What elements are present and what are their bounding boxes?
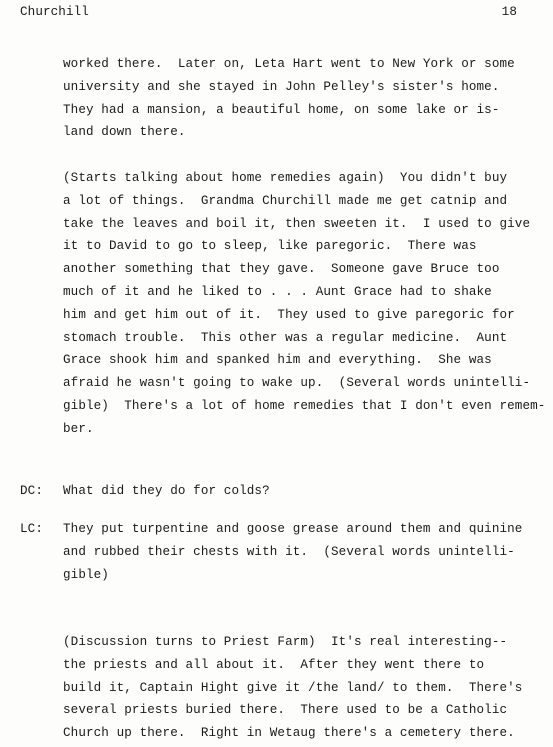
transcript-line: much of it and he liked to . . . Aunt Grace had to shake	[63, 285, 492, 299]
transcript-line: stomach trouble. This other was a regular medicine. Aunt	[63, 330, 508, 345]
transcript-line: him and get him out of it. They used to give paregoric for	[63, 307, 515, 322]
speaker-label: LC:	[20, 522, 43, 536]
transcript-line: take the leaves and boil it, then sweeten it. I used to give	[63, 216, 531, 231]
transcript-line: and rubbed their chests with it. (Several words unintelli-	[63, 544, 515, 559]
transcript-line: What did they do for colds?	[63, 484, 270, 498]
transcript-line: (Discussion turns to Priest Farm) It's real interesting--	[63, 635, 508, 649]
transcript-line: Church up there. Right in Wetaug there's a cemetery there.	[63, 726, 515, 741]
transcript-line: (Starts talking about home remedies again) You didn't buy	[63, 171, 508, 185]
transcript-line: They put turpentine and goose grease around them and quinine	[63, 522, 523, 536]
transcript-line: university and she stayed in John Pelley's sister's home.	[63, 79, 500, 94]
transcript-line: land down there.	[63, 125, 186, 140]
transcript-line: gible)	[63, 567, 109, 582]
transcript-line: a lot of things. Grandma Churchill made me get catnip and	[63, 193, 508, 208]
transcript-line: worked there. Later on, Leta Hart went to New York or some	[63, 57, 515, 71]
speaker-label: DC:	[20, 484, 43, 498]
page-number: 18	[501, 5, 517, 19]
transcript-line: it to David to go to sleep, like paregoric. There was	[63, 239, 477, 254]
transcript-line: ber.	[63, 421, 94, 436]
transcript-line: Grace shook him and spanked him and everything. She was	[63, 353, 492, 368]
transcript-line: another something that they gave. Someone gave Bruce too	[63, 262, 500, 277]
transcript-line: several priests buried there. There used to be a Catholic	[63, 703, 508, 718]
transcript-line: the priests and all about it. After they went there to	[63, 657, 485, 672]
transcript-line: They had a mansion, a beautiful home, on some lake or is-	[63, 102, 500, 117]
transcript-line: gible) There's a lot of home remedies that I don't even remem-	[63, 399, 546, 413]
transcript-line: build it, Captain Hight give it /the land/ to them. There's	[63, 680, 523, 695]
header-name: Churchill	[20, 5, 89, 19]
transcript-line: afraid he wasn't going to wake up. (Several words unintelli-	[63, 376, 531, 391]
